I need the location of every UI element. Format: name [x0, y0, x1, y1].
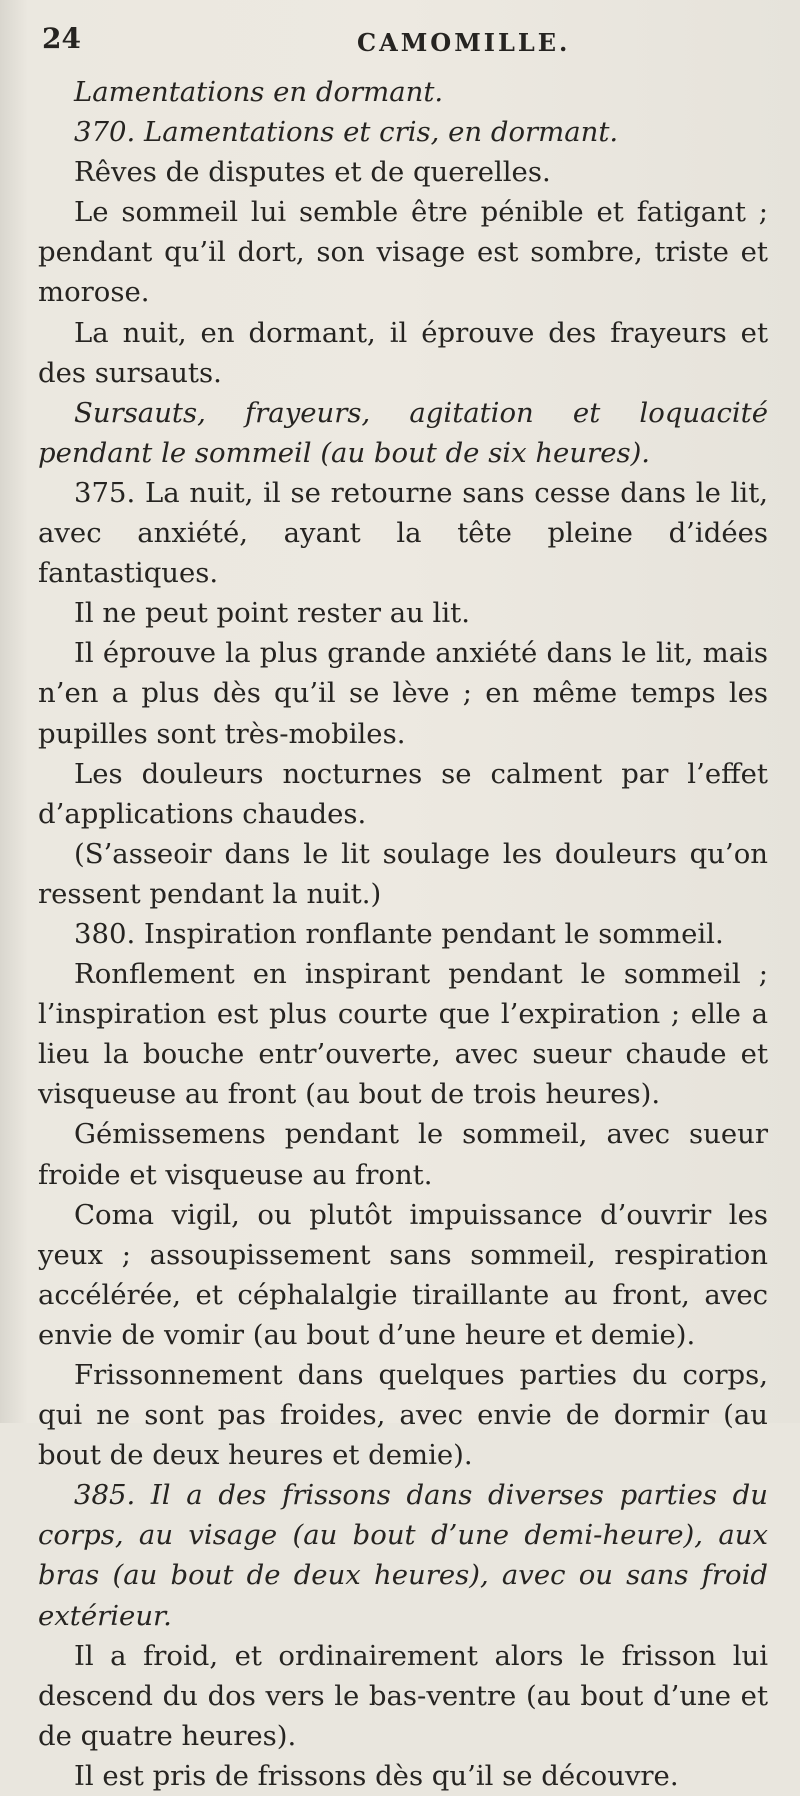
paragraph-gemissemens: Gémissemens pendant le sommeil, avec sueur froide et visqueuse au front.: [38, 1118, 768, 1191]
paragraph-asseoir: (S’asseoir dans le lit soulage les douleurs qu’on ressent pendant la nuit.): [38, 837, 768, 910]
paragraph-reves: Rêves de disputes et de querelles.: [74, 156, 551, 189]
paragraph-frayeurs: La nuit, en dormant, il éprouve des frayeurs et des sursauts.: [38, 316, 768, 389]
running-title: CAMOMILLE.: [357, 28, 571, 57]
paragraph-douleurs-nocturnes: Les douleurs nocturnes se calment par l’effet d’applications chaudes.: [38, 757, 768, 830]
paragraph-370: [38, 112, 768, 152]
paragraph-380: 380. Inspiration ronflante pendant le sommeil.: [74, 917, 724, 950]
paragraph-rester-au-lit: Il ne peut point rester au lit.: [74, 597, 470, 630]
paragraph-il-a-froid: Il a froid, et ordinairement alors le frisson lui descend du dos vers le bas-ventre (au bout d’une et de quatre heures).: [38, 1639, 768, 1752]
paragraph-sursauts: Sursauts, frayeurs, agitation et loquacité pendant le sommeil (au bout de six heures).: [38, 396, 768, 469]
paragraph-lamentations-heading: Lamentations en dormant.: [74, 76, 444, 108]
paragraph-385: 385. Il a des frissons dans diverses parties du corps, au visage (au bout d’une demi-heure), aux bras (au bout de deux heures), avec ou sans froid extérieur.: [38, 1479, 768, 1632]
paragraph-375: 375. La nuit, il se retourne sans cesse dans le lit, avec anxiété, ayant la tête pleine d’idées fantastiques.: [38, 476, 768, 590]
paragraph-decouvre: Il est pris de frissons dès qu’il se découvre.: [74, 1759, 679, 1792]
paragraph-sommeil-penible: Le sommeil lui semble être pénible et fatigant ; pendant qu’il dort, son visage est sombre, triste et morose.: [38, 196, 768, 309]
page-header: [42, 22, 760, 62]
page-body: [38, 72, 768, 1796]
paragraph-frissonnement: Frissonnement dans quelques parties du corps, qui ne sont pas froides, avec envie de dormir (au bout de deux heures et demie).: [38, 1359, 768, 1472]
paragraph-ronflement: Ronflement en inspirant pendant le sommeil ; l’inspiration est plus courte que l’expiration ; elle a lieu la bouche entr’ouverte, avec sueur chaude et visqueuse au front (au bout de trois heures).: [38, 958, 768, 1111]
paragraph-coma-vigil: Coma vigil, ou plutôt impuissance d’ouvrir les yeux ; assoupissement sans sommeil, respiration accélérée, et céphalalgie tiraillante au front, avec envie de vomir (au bout d’une heure et demie).: [38, 1198, 768, 1351]
paragraph-anxiete: Il éprouve la plus grande anxiété dans le lit, mais n’en a plus dès qu’il se lève ; en même temps les pupilles sont très-mobiles.: [38, 637, 768, 750]
paragraph-370-text: 370. Lamentations et cris, en dormant.: [74, 116, 619, 149]
page-number: 24: [42, 22, 81, 55]
